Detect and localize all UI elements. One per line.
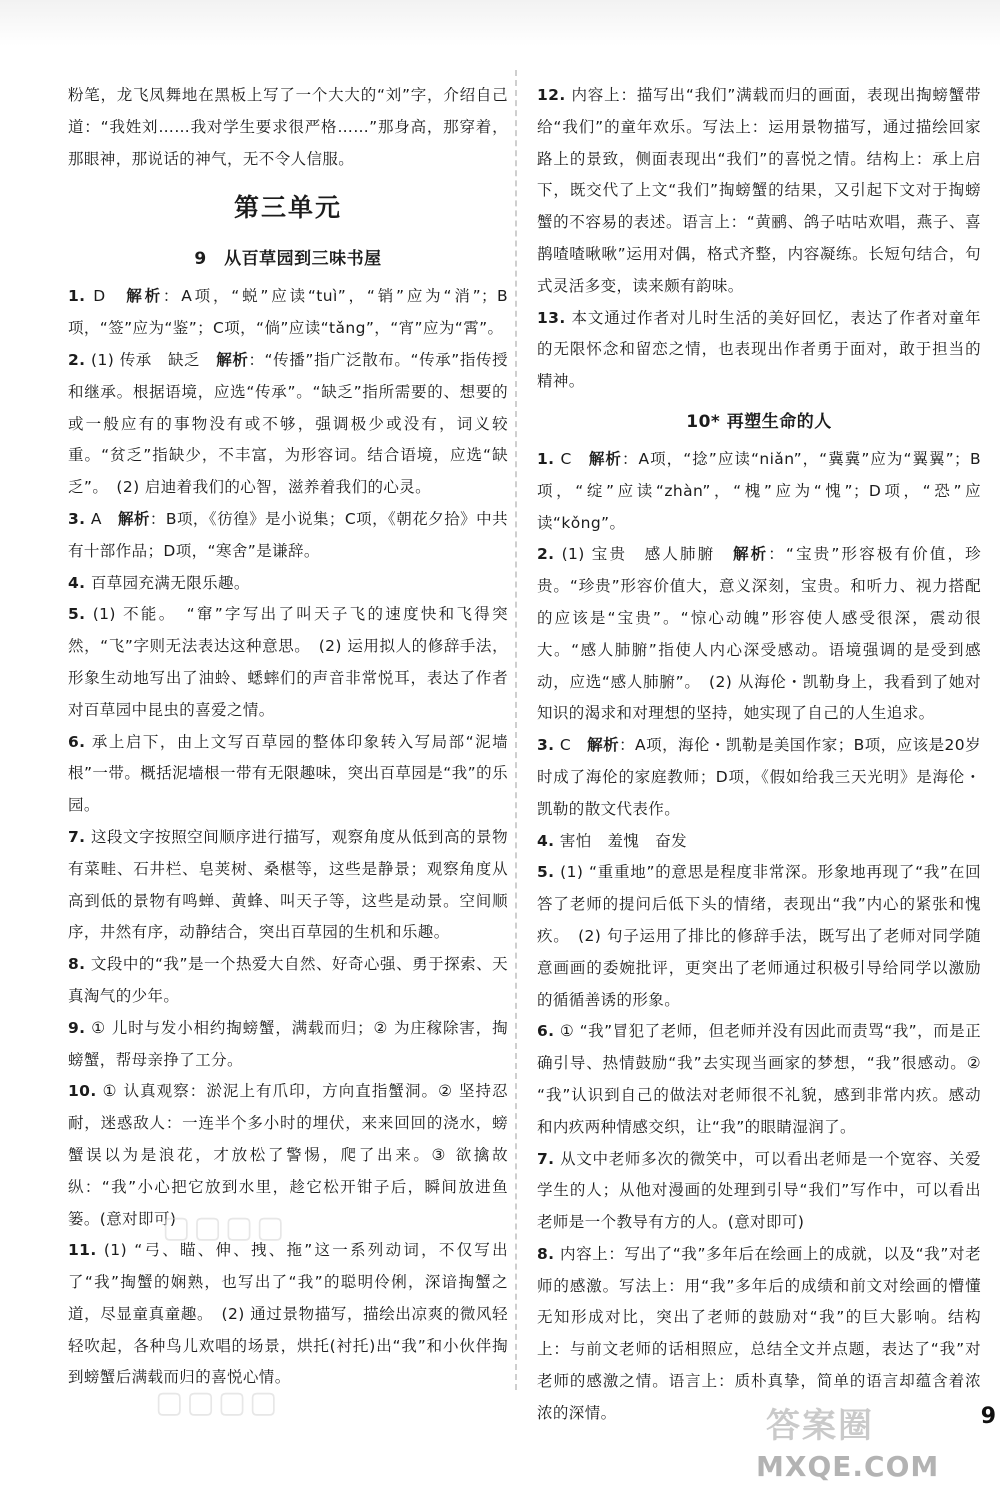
answer-number: 5. (537, 863, 555, 882)
answer-item (537, 80, 981, 303)
lesson-9-title: 9 从百草园到三味书屋 (194, 249, 382, 270)
answer-number: 3. (537, 736, 555, 755)
answer-number: 2. (68, 350, 86, 369)
answer-body: 这段文字按照空间顺序进行描写，观察角度从低到高的景物有菜畦、石井栏、皂荚树、桑椹等，这些是静景；观察角度从高到低的景物有鸣蝉、黄蜂、叫天子等，这些是动景。空间顺序，井然有序，动静结合，突出百草园的生机和乐趣。 (68, 827, 509, 942)
answer-item (68, 1013, 508, 1077)
answer-item (68, 599, 508, 726)
answer-head: C (560, 449, 589, 468)
answer-head: A (90, 509, 118, 528)
answer-body: ① “我”冒犯了老师，但老师并没有因此而责骂“我”，而是正确引导、热情鼓励“我”去实现当画家的梦想，“我”很感动。② “我”认识到自己的做法对老师很不礼貌，感到非常内疚。感动和内疚两种情感交织，让“我”的眼睛湿润了。 (537, 1022, 982, 1136)
answer-item (537, 303, 981, 398)
page-number: 9 (980, 1404, 996, 1429)
answer-number: 9. (68, 1018, 86, 1037)
analysis-label: 解析 (216, 350, 249, 369)
answer-item (68, 1235, 508, 1394)
site-watermark (756, 1398, 986, 1488)
answer-body: ：“传播”指广泛散布。“传承”指传授和继承。根据语境，应选“传承”。“缺乏”指所需要的、想要的或一般应有的事物没有或不够，强调极少或没有，词义较重。“贫乏”指缺少，不丰富，为形容词。结合语境，应选“缺乏”。 (2) 启迪着我们的心智，滋养着我们的心灵。 (68, 350, 509, 497)
answer-number: 7. (68, 827, 86, 846)
answer-item (68, 822, 508, 949)
answer-body: 文段中的“我”是一个热爱大自然、好奇心强、勇于探索、天真淘气的少年。 (68, 955, 508, 1005)
answer-item (537, 1016, 981, 1143)
answer-number: 4. (537, 831, 555, 850)
answer-body: (1) “弓、瞄、伸、拽、拖”这一系列动词，不仅写出了“我”掏蟹的娴熟，也写出了“我”的聪明伶俐，深谙掏蟹之道，尽显童真童趣。 (2) 通过景物描写，描绘出凉爽的微风轻轻吹起，各种鸟儿欢唱的场景，烘托(衬托)出“我”和小伙伴掏到螃蟹后满载而归的喜悦心情。 (68, 1241, 508, 1387)
watermark-stamp: 答案圈 (766, 1406, 874, 1446)
answer-head: C (559, 736, 588, 755)
answer-body: 承上启下，由上文写百草园的整体印象转入写局部“泥墙根”一带。概括泥墙根一带有无限趣味，突出百草园是“我”的乐园。 (68, 732, 508, 815)
answer-item (537, 826, 981, 858)
answer-number: 1. (68, 287, 86, 306)
answer-item (537, 1144, 981, 1239)
analysis-label: 解析 (117, 509, 150, 528)
answer-body: (1) “重重地”的意思是程度非常深。形象地再现了“我”在回答了老师的提问后低下头的情绪，表现出“我”内心的紧张和愧疚。 (2) 句子运用了排比的修辞手法，既写出了老师对同学随意画画的委婉批评，更突出了老师通过积极引导给同学以激励的循循善诱的形象。 (537, 863, 981, 1009)
watermark-site: MXQE.COM (756, 1450, 940, 1483)
answer-number: 6. (68, 732, 86, 751)
answer-item (537, 857, 981, 1016)
answer-number: 6. (537, 1022, 555, 1041)
answer-head: (1) 宝贵 感人肺腑 (561, 545, 733, 564)
answer-body: 从文中老师多次的微笑中，可以看出老师是一个宽容、关爱学生的人；从他对漫画的处理到引导“我们”写作中，可以看出老师是一个教导有方的人。(意对即可) (537, 1149, 982, 1232)
answer-head: D (93, 287, 127, 306)
answer-item (68, 949, 508, 1013)
answer-number: 5. (68, 605, 86, 624)
answer-item (537, 730, 981, 825)
right-column (537, 80, 981, 1430)
intro-paragraph: 粉笔，龙飞凤舞地在黑板上写了一个大大的“刘”字，介绍自己道：“我姓刘……我对学生要求很严格……”那身高，那穿着，那眼神，那说话的神气，无不令人信服。 (68, 86, 508, 168)
answer-number: 1. (537, 449, 555, 468)
answer-item (68, 727, 508, 822)
answer-body: ① 儿时与发小相约掏螃蟹，满载而归；② 为庄稼除害，掏螃蟹，帮母亲挣了工分。 (68, 1018, 508, 1069)
answer-body: ：A项，海伦・凯勒是美国作家；B项，应该是20岁时成了海伦的家庭教师；D项，《假如给我三天光明》是海伦・凯勒的散文代表作。 (537, 736, 982, 818)
answer-number: 12. (537, 86, 566, 104)
answer-body: 内容上：写出了“我”多年后在绘画上的成就，以及“我”对老师的感激。写法上：用“我”多年后的成绩和前文对绘画的懵懂无知形成对比，突出了老师的鼓励对“我”的巨大影响。结构上：与前文老师的话相照应，总结全文并点题，表达了“我”对老师的感激之情。语言上：质朴真挚，简单的语言却蕴含着浓浓的深情。 (537, 1244, 982, 1422)
answer-body: ：B项，《彷徨》是小说集；C项，《朝花夕拾》中共有十部作品；D项，“寒舍”是谦辞。 (68, 509, 509, 560)
analysis-label: 解析 (587, 736, 620, 755)
answer-number: 7. (537, 1149, 555, 1168)
right-answer-list-top (537, 80, 981, 398)
answer-number: 4. (68, 573, 86, 592)
answer-number: 10. (68, 1082, 97, 1101)
answer-number: 2. (537, 545, 555, 564)
right-answer-list (537, 444, 981, 1430)
answer-item (68, 504, 508, 568)
answer-body: (1) 不能。 “窜”字写出了叫天子飞的速度快和飞得突然，“飞”字则无法表达这种意思。 (2) 运用拟人的修辞手法，形象生动地写出了油蛉、蟋蟀们的声音非常悦耳，表达了作者对百草园中昆虫的喜爱之情。 (68, 605, 508, 719)
answer-body: 害怕 羞愧 奋发 (559, 831, 688, 850)
left-column (68, 80, 508, 1394)
answer-item (68, 345, 508, 504)
answer-head: (1) 传承 缺乏 (91, 350, 217, 369)
answer-body: ① 认真观察：淤泥上有爪印，方向直指蟹洞。② 坚持忍耐，迷惑敌人：一连半个多小时的埋伏，来来回回的浇水，螃蟹误以为是浪花，才放松了警惕，爬了出来。③ 欲擒故纵：“我”小心把它放到水里，趁它松开钳子后，瞬间放进鱼篓。(意对即可) (68, 1082, 509, 1228)
answer-item (68, 281, 508, 345)
faint-watermark-stamp: ▢▢▢▢ (162, 1210, 288, 1245)
answer-body: 本文通过作者对儿时生活的美好回忆，表达了作者对童年的无限怀念和留恋之情，也表现出作者勇于面对，敢于担当的精神。 (537, 308, 981, 391)
faint-watermark-stamp-2: ▢▢▢▢ (155, 1385, 281, 1420)
analysis-label: 解析 (588, 449, 622, 468)
answer-number: 8. (68, 955, 86, 974)
page-header-band (0, 0, 1000, 46)
unit-title: 第三单元 (233, 193, 342, 223)
answer-body: ：A项，“蜕”应读“tuì”，“销”应为“消”；B项，“签”应为“鉴”；C项，“倘”应读“tǎng”，“宵”应为“霄”。 (68, 287, 508, 338)
column-divider (515, 70, 517, 1390)
answer-number: 11. (68, 1241, 97, 1260)
answer-body: ：A项，“捻”应读“niǎn”，“冀冀”应为“翼翼”；B项，“绽”应读“zhàn”，“槐”应为“愧”；D项，“恐”应读“kǒng”。 (537, 449, 981, 532)
analysis-label: 解析 (732, 545, 769, 564)
answer-item (68, 568, 508, 600)
answer-number: 3. (68, 509, 86, 528)
answer-body: 内容上：描写出“我们”满载而归的画面，表现出掏螃蟹带给“我们”的童年欢乐。写法上：运用景物描写，通过描绘回家路上的景致，侧面表现出“我们”的喜悦之情。结构上：承上启下，既交代了上文“我们”掏螃蟹的结果，又引起下文对于掏螃蟹的不容易的表述。语言上：“黄鹂、鸽子咕咕欢唱，燕子、喜鹊喳喳啾啾”运用对偶，格式齐整，内容凝练。长短句结合，句式灵活多变，读来颇有韵味。 (537, 86, 982, 295)
answer-item (68, 1076, 508, 1235)
analysis-label: 解析 (126, 287, 163, 306)
answer-body: ：“宝贵”形容极有价值，珍贵。“珍贵”形容价值大，意义深刻，宝贵。和听力、视力搭配的应该是“宝贵”。“惊心动魄”形容使人感受很深，震动很大。“感人肺腑”指使人内心深受感动。语境强调的是受到感动，应选“感人肺腑”。 (2) 从海伦・凯勒身上，我看到了她对知识的渴求和对理想的坚持，她实现了自己的人生追求。 (537, 545, 981, 723)
answer-body: 百草园充满无限乐趣。 (90, 573, 250, 592)
answer-item (537, 444, 981, 539)
answer-number: 8. (537, 1244, 555, 1263)
lesson-10-title: 10* 再塑生命的人 (686, 411, 832, 432)
answer-item (537, 539, 981, 730)
answer-number: 13. (537, 308, 566, 327)
left-answer-list (68, 281, 508, 1394)
